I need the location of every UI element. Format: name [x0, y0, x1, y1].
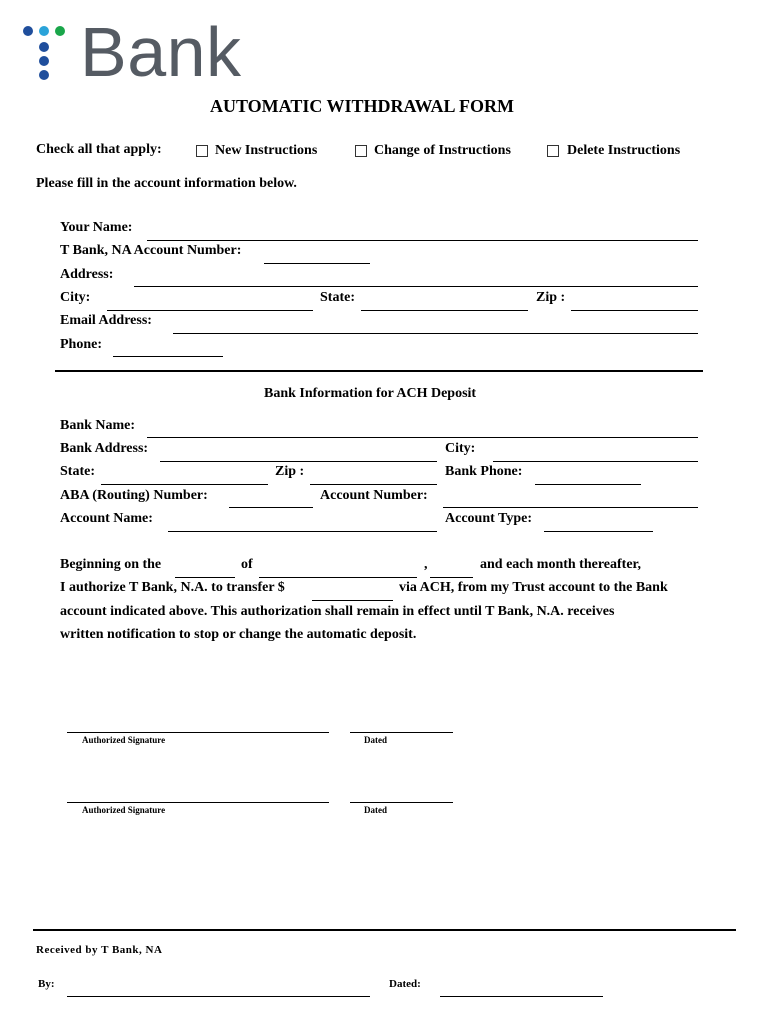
- account-type-label: Account Type:: [445, 511, 532, 526]
- bank-name-label: Bank Name:: [60, 418, 136, 433]
- bank-state-field[interactable]: [101, 484, 268, 485]
- received-dated-field[interactable]: [440, 996, 603, 997]
- bank-phone-label: Bank Phone:: [445, 464, 523, 479]
- change-instructions-checkbox[interactable]: [355, 145, 367, 157]
- authorization-line-4: written notification to stop or change the automatic deposit.: [60, 627, 417, 642]
- form-title: AUTOMATIC WITHDRAWAL FORM: [210, 96, 515, 116]
- account-name-field[interactable]: [168, 531, 437, 532]
- logo-dot: [39, 42, 49, 52]
- email-field[interactable]: [173, 333, 698, 334]
- via-ach-text: via ACH, from my Trust account to the Bank: [399, 580, 668, 595]
- phone-label: Phone:: [60, 337, 102, 352]
- logo-dot: [39, 70, 49, 80]
- address-label: Address:: [60, 267, 114, 282]
- new-instructions-checkbox[interactable]: [196, 145, 208, 157]
- by-field[interactable]: [67, 996, 370, 997]
- dated-label-2: Dated: [364, 805, 387, 815]
- your-name-field[interactable]: [147, 240, 698, 241]
- section-divider: [55, 370, 703, 372]
- logo-dot: [23, 26, 33, 36]
- new-instructions-label: New Instructions: [215, 143, 318, 158]
- delete-instructions-checkbox[interactable]: [547, 145, 559, 157]
- received-heading: Received by T Bank, NA: [36, 944, 163, 956]
- of-text: of: [241, 557, 253, 572]
- dated-line-1[interactable]: [350, 732, 453, 733]
- bank-city-label: City:: [445, 441, 476, 456]
- your-name-label: Your Name:: [60, 220, 133, 235]
- bank-city-field[interactable]: [493, 461, 698, 462]
- beginning-month-field[interactable]: [259, 577, 417, 578]
- state-label: State:: [320, 290, 355, 305]
- signature-line-2[interactable]: [67, 802, 329, 803]
- logo-dot: [39, 56, 49, 66]
- received-divider: [33, 929, 736, 931]
- bank-zip-field[interactable]: [310, 484, 437, 485]
- beginning-text: Beginning on the: [60, 557, 162, 572]
- account-type-field[interactable]: [544, 531, 653, 532]
- address-field[interactable]: [134, 286, 698, 287]
- beginning-year-field[interactable]: [430, 577, 473, 578]
- authorize-text: I authorize T Bank, N.A. to transfer $: [60, 580, 285, 595]
- bank-account-number-label: Account Number:: [320, 488, 428, 503]
- bank-address-field[interactable]: [160, 461, 437, 462]
- authorized-signature-label-2: Authorized Signature: [82, 805, 166, 815]
- received-dated-label: Dated:: [389, 978, 421, 990]
- bank-state-label: State:: [60, 464, 95, 479]
- state-field[interactable]: [361, 310, 528, 311]
- account-number-label: T Bank, NA Account Number:: [60, 243, 242, 258]
- change-instructions-label: Change of Instructions: [374, 143, 511, 158]
- authorization-line-3: account indicated above. This authorization shall remain in effect until T Bank, N.A. receives: [60, 604, 615, 619]
- signature-line-1[interactable]: [67, 732, 329, 733]
- dated-label-1: Dated: [364, 735, 387, 745]
- beginning-day-field[interactable]: [175, 577, 235, 578]
- bank-phone-field[interactable]: [535, 484, 641, 485]
- each-month-text: and each month thereafter,: [480, 557, 641, 572]
- delete-instructions-label: Delete Instructions: [567, 143, 681, 158]
- zip-field[interactable]: [571, 310, 698, 311]
- logo-dot: [55, 26, 65, 36]
- aba-label: ABA (Routing) Number:: [60, 488, 208, 503]
- comma-text: ,: [424, 557, 428, 572]
- aba-field[interactable]: [229, 507, 313, 508]
- bank-info-heading: Bank Information for ACH Deposit: [264, 386, 477, 401]
- logo-wordmark: Bank: [80, 13, 242, 91]
- logo-dot: [39, 26, 49, 36]
- please-fill-text: Please fill in the account information below.: [36, 176, 297, 191]
- email-label: Email Address:: [60, 313, 152, 328]
- phone-field[interactable]: [113, 356, 223, 357]
- by-label: By:: [38, 978, 55, 990]
- account-number-field[interactable]: [264, 263, 370, 264]
- bank-name-field[interactable]: [147, 437, 698, 438]
- bank-zip-label: Zip :: [275, 464, 305, 479]
- city-field[interactable]: [107, 310, 313, 311]
- zip-label: Zip :: [536, 290, 566, 305]
- city-label: City:: [60, 290, 91, 305]
- check-all-label: Check all that apply:: [36, 142, 162, 157]
- dated-line-2[interactable]: [350, 802, 453, 803]
- account-name-label: Account Name:: [60, 511, 153, 526]
- transfer-amount-field[interactable]: [312, 600, 393, 601]
- authorized-signature-label-1: Authorized Signature: [82, 735, 166, 745]
- bank-address-label: Bank Address:: [60, 441, 149, 456]
- bank-account-number-field[interactable]: [443, 507, 698, 508]
